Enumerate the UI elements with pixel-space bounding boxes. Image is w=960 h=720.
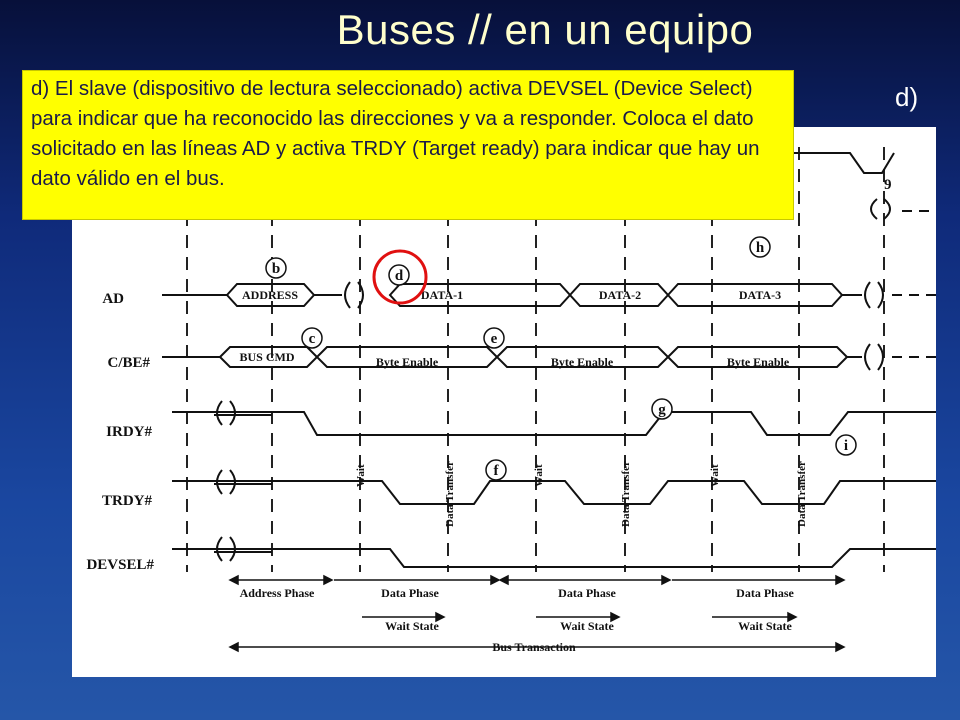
signal-label-devsel: DEVSEL# [86, 557, 154, 573]
cbe-byte-enable-3: Byte Enable [726, 355, 790, 369]
marker-i [836, 435, 856, 455]
wait-state-label-2: Wait State [560, 619, 614, 633]
ad-data-3: DATA-3 [738, 288, 782, 302]
marker-9: 9 [884, 177, 892, 193]
ad-address: ADDRESS [241, 288, 299, 302]
svg-text:i: i [843, 438, 849, 454]
slide-title: Buses // en un equipo [336, 6, 754, 53]
svg-text:g: g [658, 402, 666, 418]
ad-data-1: DATA-1 [420, 288, 464, 302]
svg-text:f: f [493, 463, 499, 479]
wait-state-label-1: Wait State [385, 619, 439, 633]
marker-d [374, 251, 426, 303]
marker-b [266, 258, 286, 278]
svg-text:e: e [490, 331, 498, 347]
label-wait-1: Wait [355, 464, 367, 487]
marker-c [302, 328, 322, 348]
cbe-byte-enable-2: Byte Enable [550, 355, 614, 369]
label-wait-3: Wait [709, 464, 721, 487]
marker-e [484, 328, 504, 348]
data-phase-label-1: Data Phase [381, 586, 439, 600]
label-data-transfer-2: Data Transfer [620, 461, 632, 527]
address-phase-label: Address Phase [239, 586, 315, 600]
step-label: d) [895, 82, 919, 112]
marker-f [486, 460, 506, 480]
ad-data-2: DATA-2 [598, 288, 642, 302]
label-data-transfer-1: Data Transfer [444, 461, 456, 527]
data-phase-label-2: Data Phase [558, 586, 616, 600]
label-wait-2: Wait [533, 464, 545, 487]
signal-label-trdy: TRDY# [101, 493, 152, 509]
trdy-waveform [172, 470, 936, 504]
cbe-byte-enable-1: Byte Enable [375, 355, 439, 369]
svg-text:h: h [755, 240, 765, 256]
svg-text:b: b [271, 261, 281, 277]
signal-label-cbe: C/BE# [107, 355, 150, 371]
top-partial-waveforms [792, 153, 936, 219]
irdy-waveform [172, 401, 936, 435]
marker-g [652, 399, 672, 419]
svg-text:d: d [394, 268, 404, 284]
label-data-transfer-3: Data Transfer [796, 461, 808, 527]
bus-transaction-label: Bus Transaction [492, 640, 576, 654]
cbe-bus-cmd: BUS CMD [239, 350, 295, 364]
devsel-waveform [172, 537, 936, 567]
signal-label-ad: AD [102, 291, 124, 307]
wait-state-label-3: Wait State [738, 619, 792, 633]
explanation-callout: d) El slave (dispositivo de lectura seleccionado) activa DEVSEL (Device Select) para indicar que ha reconocido las direcciones y va a responder. Coloca el dato solicitado en las líneas AD y activa TRDY (Target ready) para indicar que hay un dato válido en el bus. [22, 70, 794, 220]
data-phase-label-3: Data Phase [736, 586, 794, 600]
marker-h [750, 237, 770, 257]
svg-text:c: c [308, 331, 316, 347]
signal-label-irdy: IRDY# [106, 424, 152, 440]
